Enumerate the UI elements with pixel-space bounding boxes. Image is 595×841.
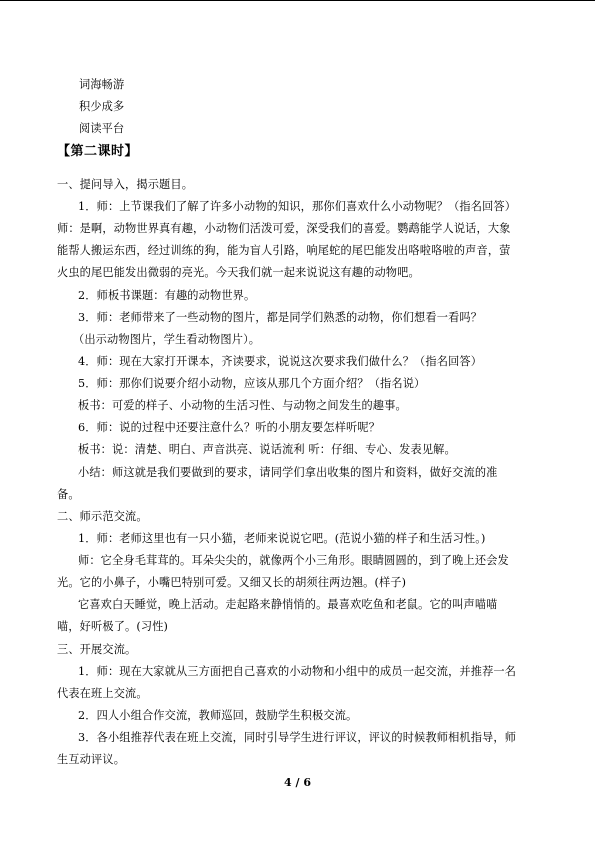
paragraph-line: 小结：师这就是我们要做到的要求，请同学们拿出收集的图片和资料，做好交流的准: [78, 466, 498, 479]
paragraph-line: 3．各小组推荐代表在班上交流，同时引导学生进行评议，评议的时候教师相机指导，师: [78, 731, 517, 744]
paragraph-line: 喵，好听极了。(习性): [57, 620, 169, 633]
paragraph-line: 师：它全身毛茸茸的。耳朵尖尖的，就像两个小三角形。眼睛圆圆的，到了晚上还会发: [78, 554, 509, 567]
paragraph-line: 一、提问导入，揭示题目。: [57, 178, 194, 191]
paragraph-line: 4．师：现在大家打开课本，齐读要求，说说这次要求我们做什么？（指名回答）: [78, 355, 483, 368]
paragraph-line: 三、开展交流。: [57, 643, 137, 656]
paragraph-line: 1．师：上节课我们了解了许多小动物的知识，那你们喜欢什么小动物呢？（指名回答）: [78, 200, 517, 213]
paragraph-line: 1．师：老师这里也有一只小猫，老师来说说它吧。(范说小猫的样子和生活习性。): [78, 532, 486, 545]
paragraph-line: 光。它的小鼻子，小嘴巴特别可爱。又细又长的胡须往两边翘。(样子): [57, 576, 407, 589]
intro-item-2: 积少成多: [79, 100, 125, 113]
paragraph-line: 2．四人小组合作交流，教师巡回，鼓励学生积极交流。: [78, 709, 358, 722]
intro-item-1: 词海畅游: [79, 78, 125, 91]
paragraph-line: 能帮人搬运东西，经过训练的狗，能为盲人引路，响尾蛇的尾巴能发出咯啦咯啦的声音，萤: [57, 244, 511, 257]
section-heading: 【第二课时】: [57, 144, 139, 159]
paragraph-line: 二、师示范交流。: [57, 510, 148, 523]
paragraph-line: 火虫的尾巴能发出微弱的亮光。今天我们就一起来说说这有趣的动物吧。: [57, 266, 420, 279]
paragraph-line: 生互动评议。: [57, 753, 126, 766]
paragraph-line: 1．师：现在大家就从三方面把自己喜欢的小动物和小组中的成员一起交流，并推荐一名: [78, 665, 517, 678]
paragraph-line: 2．师板书课题：有趣的动物世界。: [78, 289, 256, 302]
paragraph-line: 板书：可爱的样子、小动物的生活习性、与动物之间发生的趣事。: [78, 399, 407, 412]
paragraph-line: 5．师：那你们说要介绍小动物，应该从那几个方面介绍？（指名说）: [78, 377, 426, 390]
paragraph-line: 板书：说：清楚、明白、声音洪亮、说话流利 听：仔细、专心、发表见解。: [78, 443, 456, 456]
paragraph-line: 3．师：老师带来了一些动物的图片，都是同学们熟悉的动物，你们想看一看吗？: [78, 311, 483, 324]
paragraph-line: 备。: [57, 488, 80, 501]
paragraph-line: 6．师：说的过程中还要注意什么？听的小朋友要怎样听呢？: [78, 421, 381, 434]
paragraph-line: 代表在班上交流。: [57, 687, 148, 700]
paragraph-line: （出示动物图片，学生看动物图片）。: [73, 333, 261, 346]
paragraph-line: 师：是啊，动物世界真有趣，小动物们活泼可爱，深受我们的喜爱。鹦鹉能学人说话，大象: [57, 222, 511, 235]
intro-item-3: 阅读平台: [79, 122, 125, 135]
paragraph-line: 它喜欢白天睡觉，晚上活动。走起路来静悄悄的。最喜欢吃鱼和老鼠。它的叫声喵喵: [78, 598, 498, 611]
page-number: 4 / 6: [284, 776, 311, 789]
